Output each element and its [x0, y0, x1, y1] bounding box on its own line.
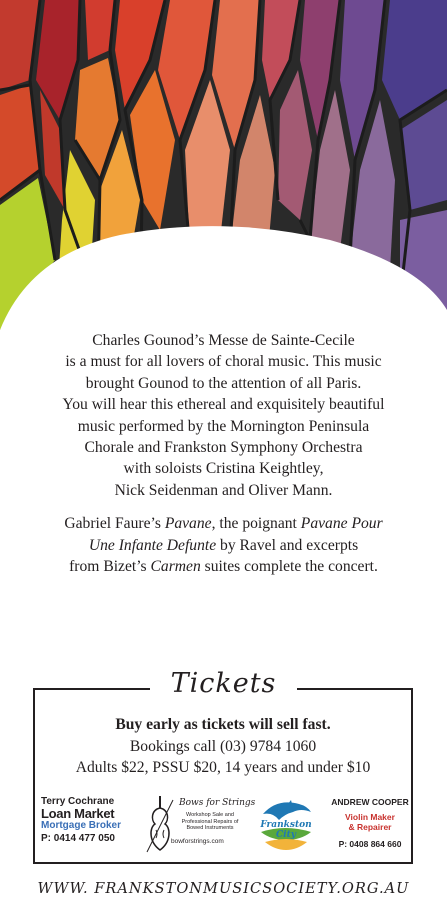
website-url: WWW. FRANKSTONMUSICSOCIETY.ORG.AU: [37, 880, 410, 897]
para1-line: Chorale and Frankston Symphony Orchestra: [84, 439, 363, 457]
sponsor-role: Mortgage Broker: [41, 820, 122, 831]
para1-line: with soloists Cristina Keightley,: [123, 460, 324, 478]
sponsor-title: Bows for Strings: [179, 798, 256, 808]
work-title: Pavane Pour: [300, 515, 383, 533]
work-title: Carmen: [150, 558, 201, 576]
para2-text: by Ravel and excerpts: [216, 536, 359, 554]
para1-line: is a must for all lovers of choral music. This music: [65, 353, 382, 371]
para1-line: Nick Seidenman and Oliver Mann.: [114, 481, 333, 499]
concert-description: [0, 330, 447, 577]
work-title: Une Infante Defunte: [88, 536, 217, 554]
sponsor-role-line: Violin Maker: [345, 812, 395, 822]
para1-line: brought Gounod to the attention of all Paris.: [85, 374, 362, 392]
para2-text: from Bizet’s: [69, 558, 151, 576]
para1-line: Charles Gounod’s Messe de Sainte-Cecile: [92, 332, 355, 349]
frankston-logo-text: Frankston City: [260, 820, 312, 840]
ticket-prices: Adults $22, PSSU $20, 14 years and under $10: [75, 759, 371, 776]
bows-for-strings-sponsor: [143, 790, 256, 860]
sponsor-name: ANDREW COOPER: [331, 797, 409, 807]
para2-text: , the poignant: [211, 515, 301, 533]
loan-market-sponsor: [41, 790, 123, 860]
stained-glass-artwork: [0, 0, 447, 340]
sponsor-phone: P: 0414 477 050: [41, 833, 115, 844]
sponsor-name: Terry Cochrane: [41, 796, 115, 807]
frankston-city-logo: [255, 790, 317, 860]
violin-icon: [143, 794, 177, 856]
sponsor-role: [331, 812, 409, 832]
ticket-bookings: Bookings call (03) 9784 1060: [129, 737, 317, 755]
para1-line: You will hear this ethereal and exquisitely beautiful: [62, 396, 385, 414]
andrew-cooper-sponsor: [331, 790, 409, 860]
tickets-heading: Tickets: [170, 668, 277, 699]
sponsor-desc: Workshop Sale and Professional Repairs of Bowed Instruments: [181, 812, 239, 831]
sponsor-brand: Loan Market: [41, 806, 115, 821]
ticket-lead: Buy early as tickets will sell fast.: [115, 716, 331, 733]
para2-text: suites complete the concert.: [200, 558, 378, 576]
description-paragraph-2: [0, 513, 447, 577]
sponsor-role-line: & Repairer: [348, 822, 392, 832]
sponsor-phone: P: 0408 864 660: [338, 839, 402, 849]
para1-line: music performed by the Mornington Peninsula: [77, 417, 370, 435]
sponsor-logos: [35, 790, 411, 860]
stained-glass-banner: [0, 0, 447, 340]
ticket-info: [33, 714, 413, 779]
description-paragraph-1: [0, 330, 447, 501]
work-title: Pavane: [164, 515, 212, 533]
para2-text: Gabriel Faure’s: [64, 515, 165, 533]
sponsor-url: bowforstrings.com: [171, 838, 224, 845]
